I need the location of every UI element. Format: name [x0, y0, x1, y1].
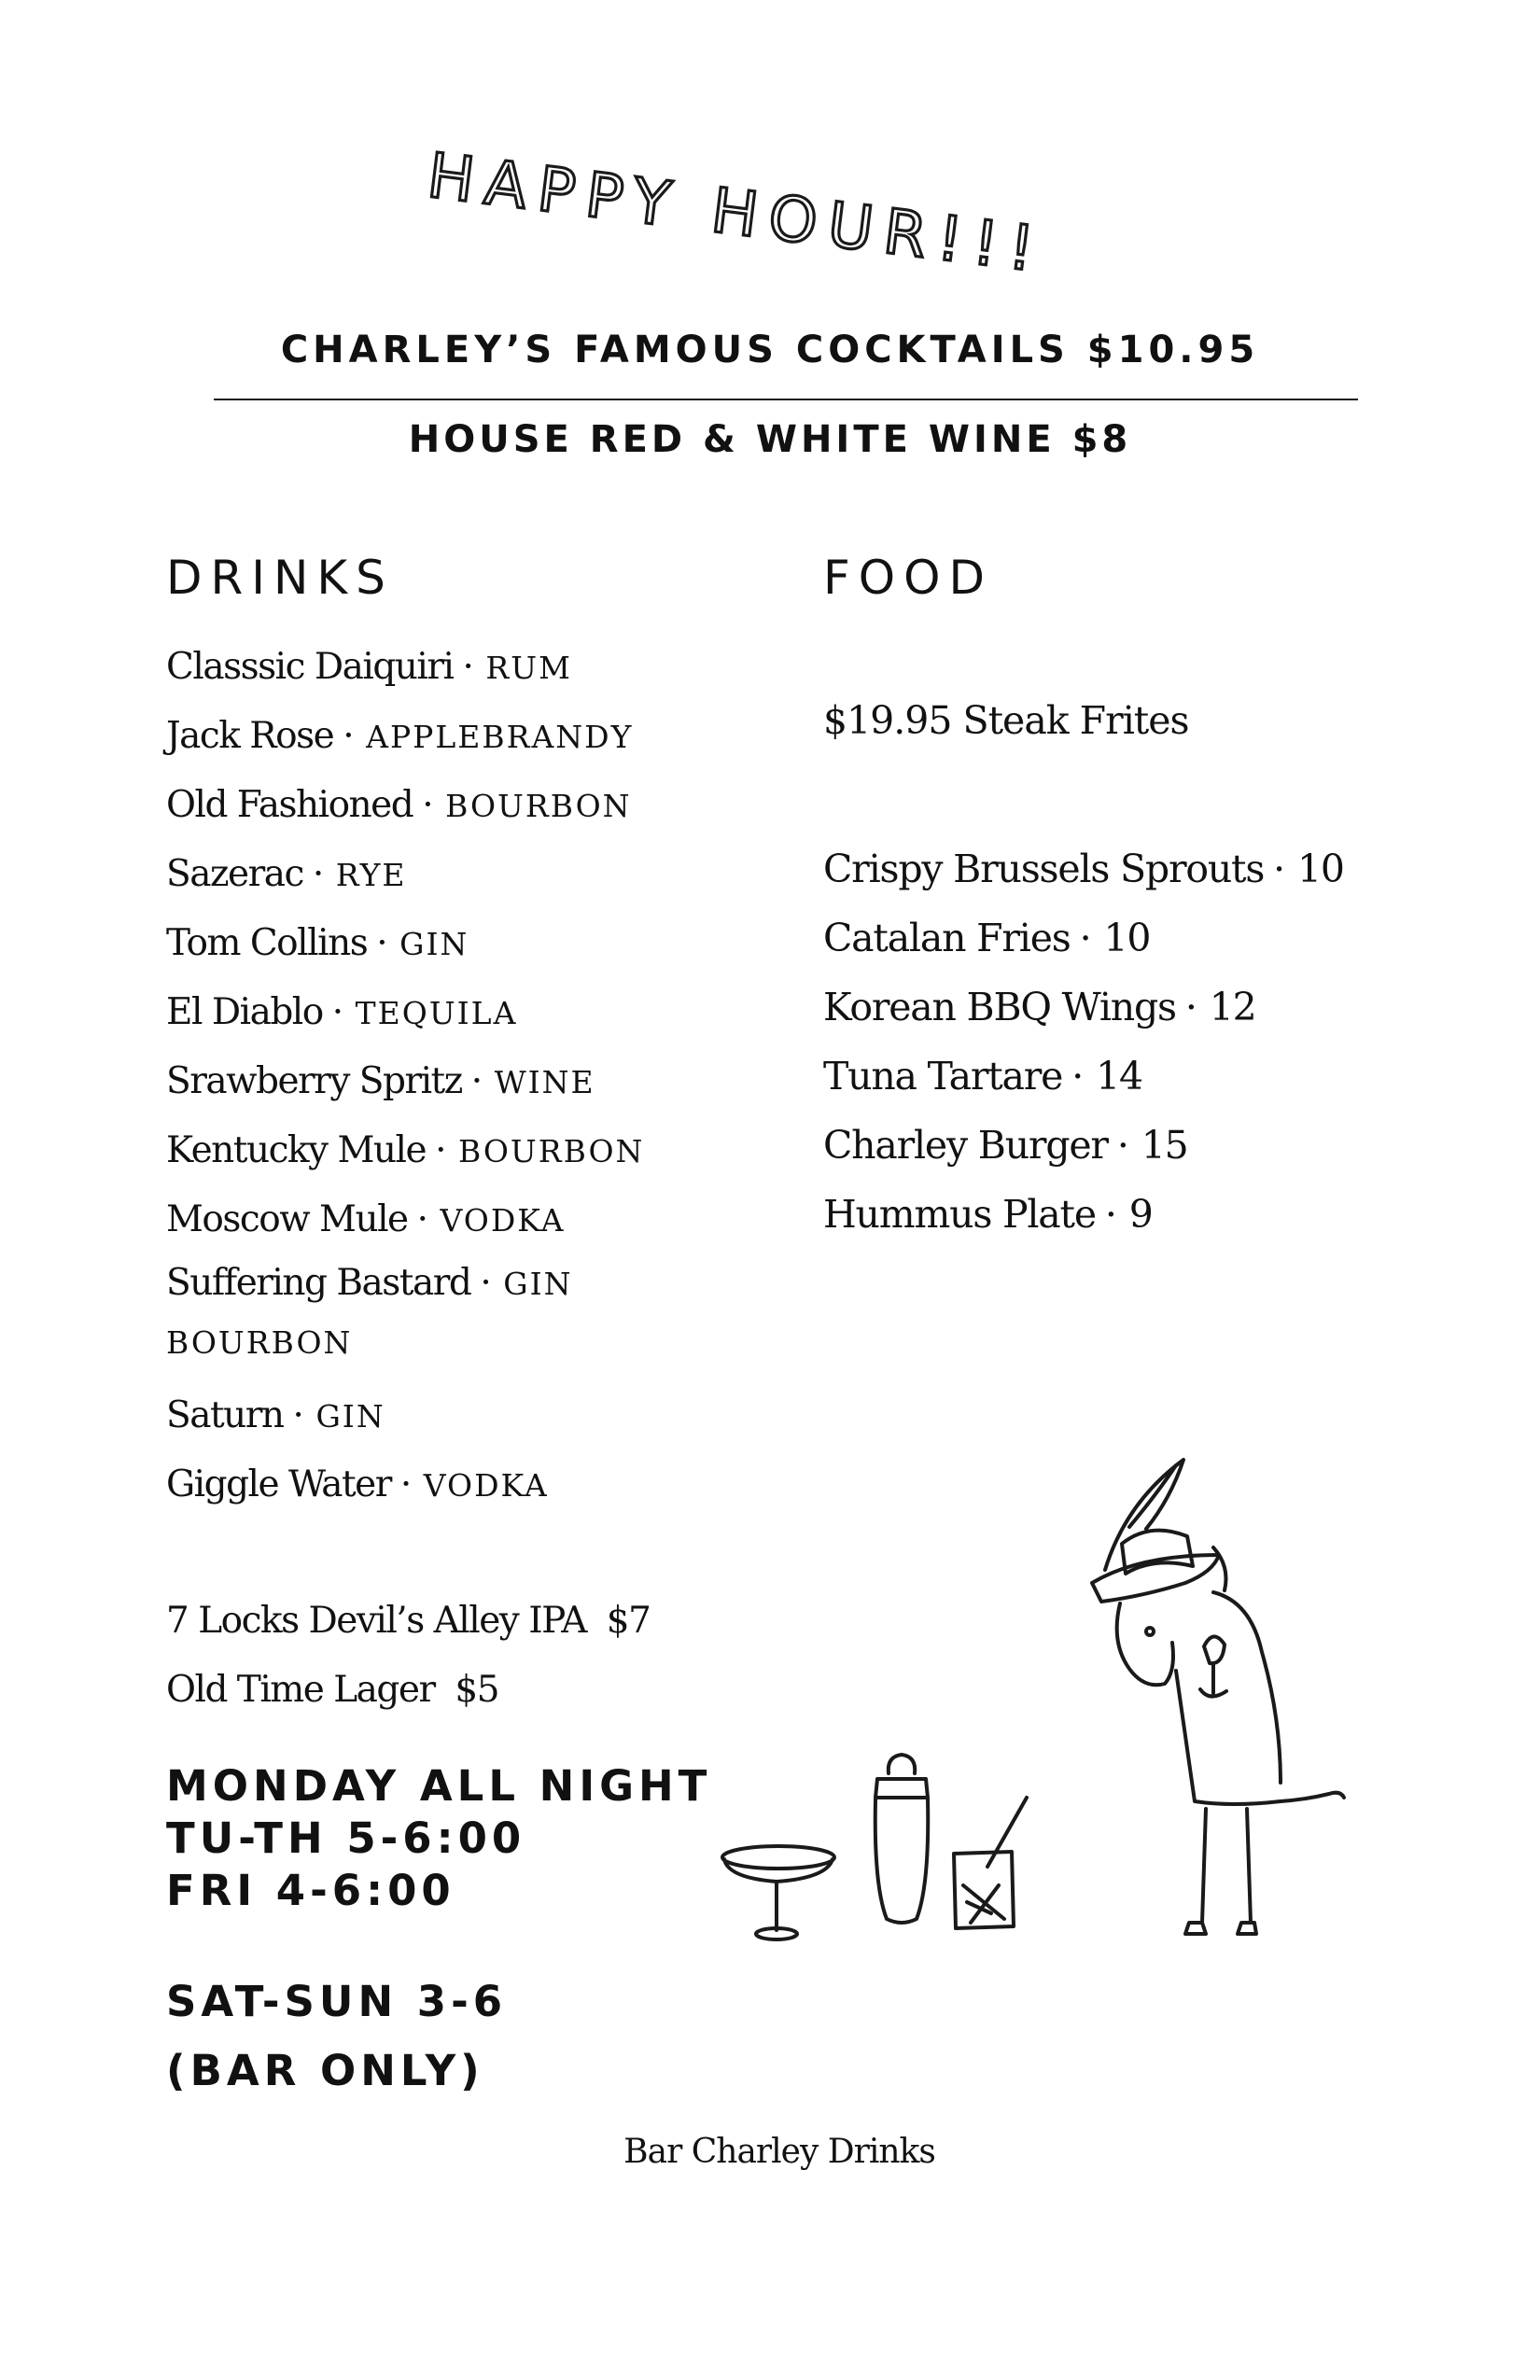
happy-hour-times — [166, 1760, 711, 1917]
beer-item — [166, 1587, 650, 1656]
drink-item — [166, 702, 801, 771]
food-name: Tuna Tartare — [823, 1054, 1063, 1099]
drink-name: Srawberry Spritz — [166, 1060, 462, 1102]
drink-item — [166, 633, 801, 702]
horse-leg — [1247, 1809, 1251, 1923]
title-text: HAPPY HOUR!!! — [424, 139, 1049, 287]
horse-head — [1117, 1603, 1173, 1685]
shaker-lid — [875, 1779, 928, 1798]
weekend-hours — [166, 1967, 507, 2106]
separator-dot: · — [1071, 1054, 1084, 1099]
title-lettering — [420, 140, 1185, 289]
separator-dot: · — [312, 853, 323, 895]
drink-spirit: VODKA — [440, 1202, 566, 1239]
drink-spirit: APPLEBRANDY — [366, 719, 634, 755]
hours-bar-only: (BAR ONLY) — [166, 2046, 484, 2095]
food-feature: $19.95 Steak Frites — [823, 698, 1189, 743]
drink-spirit: GIN — [399, 926, 469, 962]
drink-spirit: GIN — [315, 1398, 385, 1435]
drink-name: El Diablo — [166, 991, 323, 1033]
food-item — [823, 1042, 1344, 1111]
separator-dot: · — [1116, 1123, 1128, 1168]
separator-dot: · — [1079, 916, 1091, 960]
separator-dot: · — [480, 1262, 491, 1304]
horse-leg — [1202, 1809, 1206, 1923]
food-item — [823, 834, 1344, 903]
food-name: Catalan Fries — [823, 916, 1071, 960]
drink-item — [166, 909, 801, 978]
drink-name: Classsic Daiquiri — [166, 646, 454, 688]
drink-spirit: GIN — [503, 1266, 573, 1302]
food-name: Charley Burger — [823, 1123, 1108, 1168]
hat-feather — [1105, 1460, 1183, 1570]
hours-monday: MONDAY ALL NIGHT — [166, 1761, 712, 1811]
shaker-cap — [889, 1755, 915, 1773]
drink-name: Tom Collins — [166, 922, 368, 964]
rocks-glass-icon — [954, 1798, 1027, 1928]
drink-spirit: BOURBON — [458, 1133, 645, 1169]
promo-divider — [214, 399, 1358, 400]
food-heading: FOOD — [823, 551, 993, 605]
separator-dot: · — [1184, 985, 1197, 1029]
drink-name: Jack Rose — [166, 715, 334, 757]
coupe-glass-icon — [722, 1846, 834, 1939]
separator-dot: · — [343, 715, 354, 757]
food-price: 10 — [1103, 916, 1151, 960]
food-name: Korean BBQ Wings — [823, 985, 1176, 1029]
wine-promo: HOUSE RED & WHITE WINE $8 — [408, 418, 1132, 461]
beer-item — [166, 1656, 650, 1725]
hat-brim — [1092, 1555, 1219, 1602]
food-price: 9 — [1128, 1192, 1153, 1237]
separator-dot: · — [1273, 847, 1285, 891]
drink-item — [166, 840, 801, 909]
separator-dot: · — [1104, 1192, 1116, 1237]
illustration-drawing — [691, 1363, 1363, 1960]
drink-name: Saturn — [166, 1394, 284, 1436]
food-item — [823, 1111, 1344, 1180]
drink-item — [166, 1047, 801, 1116]
horse-character-icon — [1092, 1460, 1344, 1934]
drink-name: Old Fashioned — [166, 784, 413, 826]
food-item — [823, 973, 1344, 1042]
separator-dot: · — [435, 1129, 445, 1171]
horse-hoof — [1238, 1923, 1256, 1934]
food-list — [823, 834, 1344, 1249]
separator-dot: · — [462, 646, 473, 688]
drink-spirit: RUM — [485, 650, 572, 686]
drink-name: Suffering Bastard — [166, 1262, 471, 1304]
drink-item — [166, 771, 801, 840]
drink-spirit: BOURBON — [445, 788, 632, 824]
drink-spirit: RYE — [335, 857, 407, 893]
drink-item — [166, 978, 801, 1047]
footer-brand: Bar Charley Drinks — [623, 2133, 935, 2171]
drink-spirit-secondary: BOURBON — [166, 1324, 353, 1361]
food-price: 10 — [1297, 847, 1344, 891]
horse-body — [1176, 1671, 1281, 1804]
drink-item — [166, 1116, 801, 1185]
separator-dot: · — [416, 1198, 427, 1240]
beer-list — [166, 1587, 650, 1725]
drink-spirit: WINE — [494, 1064, 595, 1100]
shaker-body — [875, 1799, 929, 1923]
beer-name: Old Time Lager — [166, 1669, 435, 1711]
horse-back — [1213, 1592, 1281, 1783]
horse-hoof — [1185, 1923, 1206, 1934]
separator-dot: · — [470, 1060, 482, 1102]
drink-name: Giggle Water — [166, 1463, 391, 1505]
glass-body — [954, 1852, 1014, 1928]
drink-name: Kentucky Mule — [166, 1129, 427, 1171]
food-name: Crispy Brussels Sprouts — [823, 847, 1265, 891]
separator-dot: · — [399, 1463, 411, 1505]
hours-weekend: SAT-SUN 3-6 — [166, 1977, 508, 2026]
separator-dot: · — [331, 991, 343, 1033]
separator-dot: · — [376, 922, 387, 964]
beer-name: 7 Locks Devil’s Alley IPA — [166, 1600, 586, 1642]
separator-dot: · — [292, 1394, 303, 1436]
coupe-rim — [722, 1846, 834, 1869]
food-price: 14 — [1096, 1054, 1142, 1099]
hours-tue-thu: TU-TH 5-6:00 — [166, 1813, 526, 1863]
cocktail-shaker-icon — [875, 1755, 929, 1923]
wine-glass-bowl — [1204, 1636, 1225, 1663]
drink-name: Moscow Mule — [166, 1198, 408, 1240]
food-price: 12 — [1209, 985, 1256, 1029]
cocktail-promo: CHARLEY’S FAMOUS COCKTAILS $10.95 — [280, 329, 1260, 371]
drink-spirit: VODKA — [423, 1467, 549, 1504]
happy-hour-title — [420, 140, 1185, 289]
drink-spirit: TEQUILA — [355, 995, 518, 1031]
coupe-foot — [756, 1928, 797, 1939]
food-item — [823, 1180, 1344, 1249]
hours-friday: FRI 4-6:00 — [166, 1866, 455, 1915]
beer-price: $7 — [606, 1600, 651, 1642]
beer-price: $5 — [455, 1669, 499, 1711]
food-price: 15 — [1141, 1123, 1188, 1168]
drinks-heading: DRINKS — [166, 551, 394, 605]
horse-eye — [1146, 1628, 1154, 1635]
food-name: Hummus Plate — [823, 1192, 1096, 1237]
stirrer — [987, 1798, 1027, 1867]
separator-dot: · — [422, 784, 433, 826]
horse-tail — [1281, 1793, 1344, 1801]
drink-item — [166, 1185, 801, 1254]
bar-illustration — [691, 1363, 1363, 1960]
food-item — [823, 903, 1344, 973]
drink-name: Sazerac — [166, 853, 303, 895]
